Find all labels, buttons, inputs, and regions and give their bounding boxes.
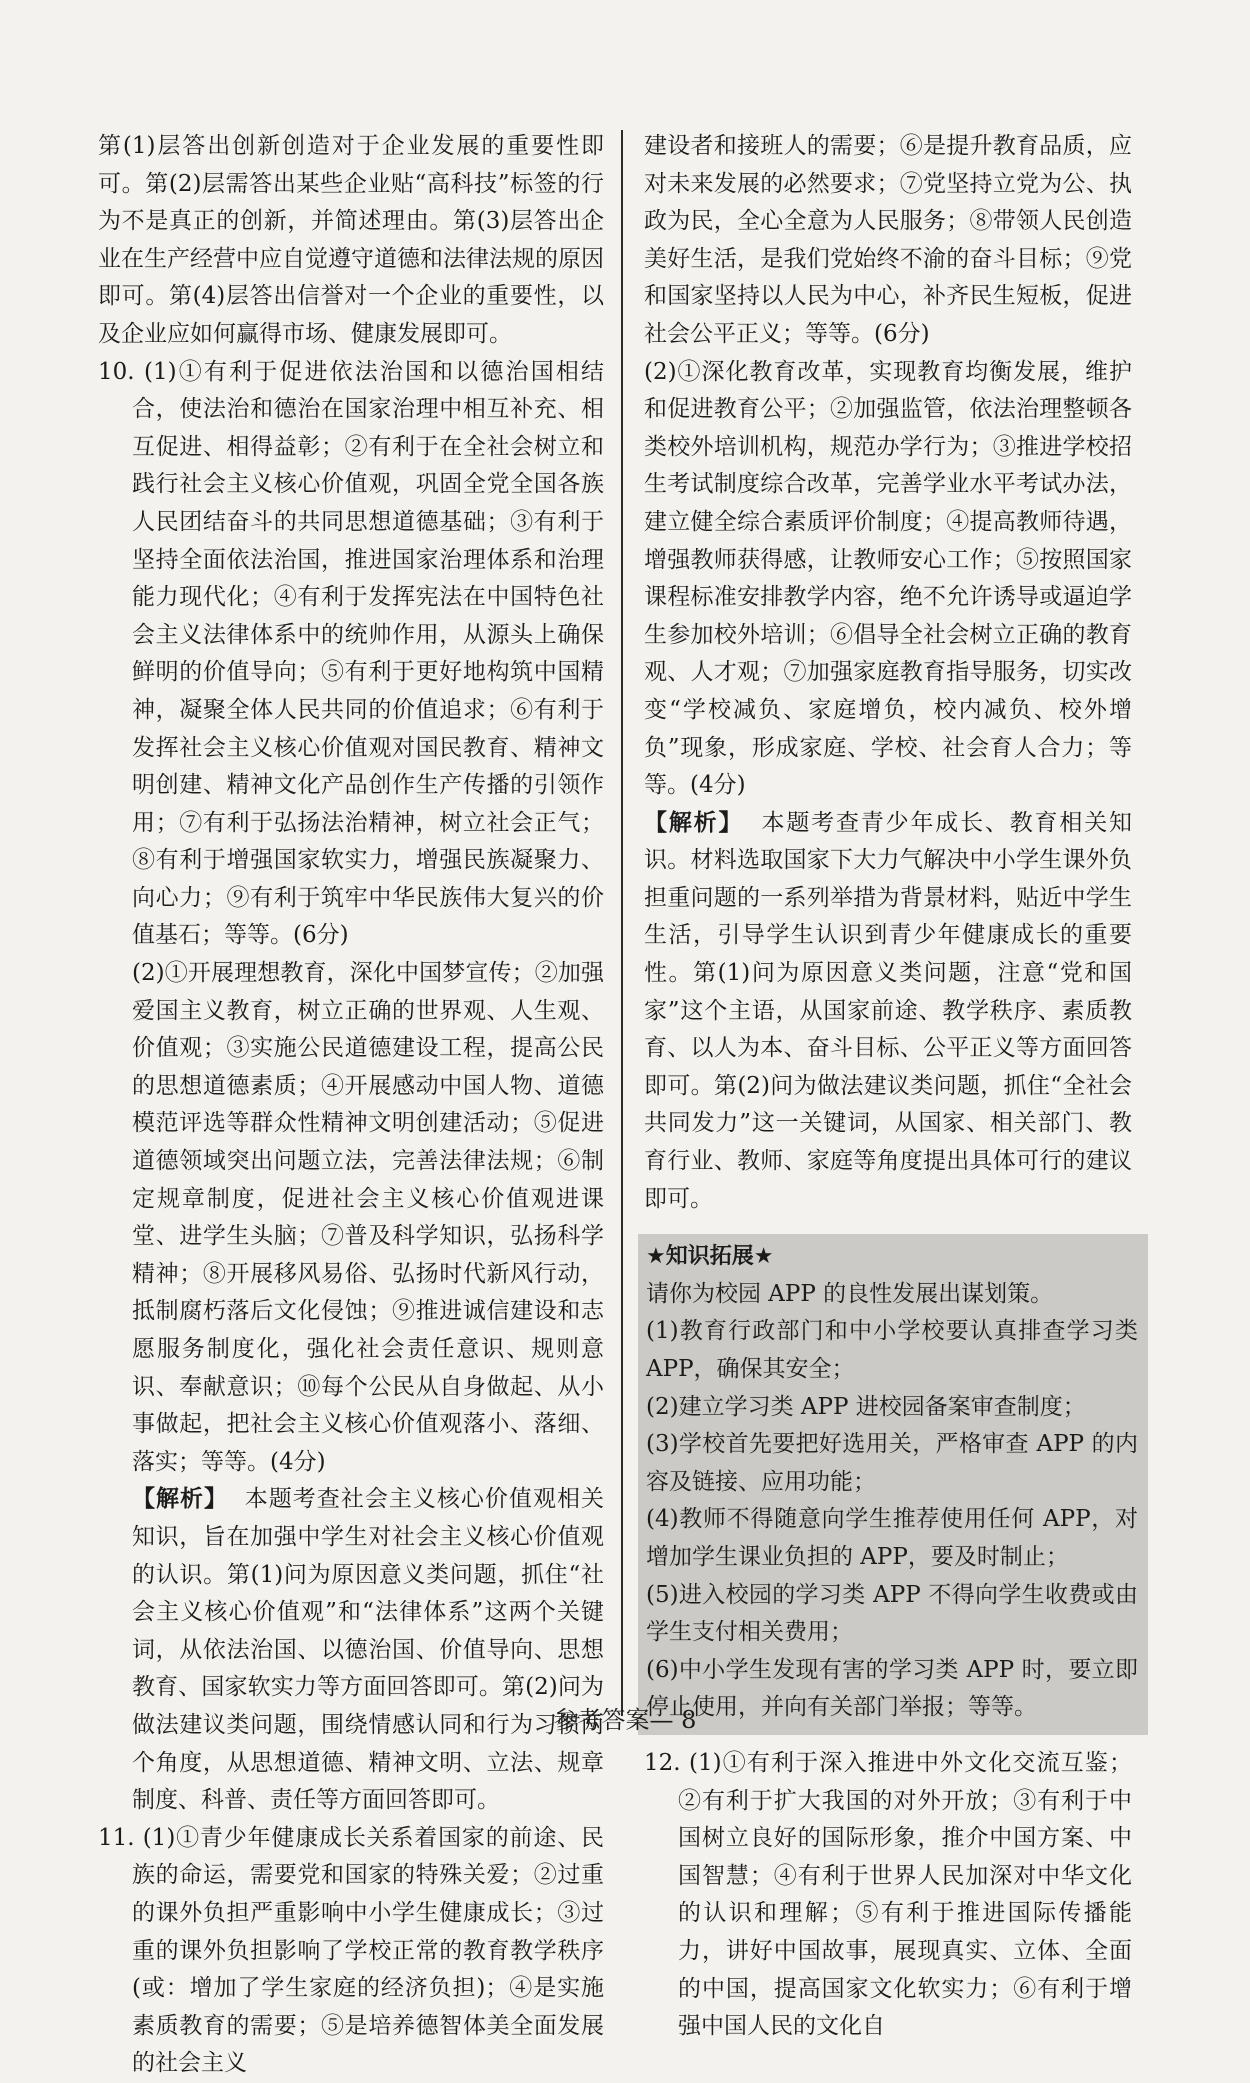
knowledge-extension-title: ★知识拓展★ [646,1244,774,1270]
left-column [98,128,604,2083]
q11-part1-continued: 建设者和接班人的需要；⑥是提升教育品质，应对未来发展的必然要求；⑦党坚持立党为公、执政为民，全心全意为人民服务；⑧带领人民创造美好生活，是我们党始终不渝的奋斗目标；⑨党和国家坚持以人民为中心，补齐民生短板，促进社会公平正义；等等。(6分) [644,133,1132,347]
list-item: (3)学校首先要把好选用关，严格审查 APP 的内容及链接、应用功能； [646,1431,1138,1495]
q11-part1-answer: 11. (1)①青少年健康成长关系着国家的前途、民族的命运，需要党和国家的特殊关爱；②过重的课外负担严重影响中小学生健康成长；③过重的课外负担影响了学校正常的教育教学秩序(或：增加了学生家庭的经济负担)；④是实施素质教育的需要；⑤是培养德智体美全面发展的社会主义 [98,1824,604,2077]
q11-analysis [644,805,1132,1219]
q11-analysis-text: 本题考查青少年成长、教育相关知识。材料选取国家下大力气解决中小学生课外负担重问题的一系列举措为背景材料，贴近中学生生活，引导学生认识到青少年健康成长的重要性。第(1)问为原因意义类问题，注意“党和国家”这个主语，从国家前途、教学秩序、素质教育、以人为本、奋斗目标、公平正义等方面回答即可。第(2)问为做法建议类问题，抓住“全社会共同发力”这一关键词，从国家、相关部门、教育行业、教师、家庭等角度提出具体可行的建议即可。 [644,809,1133,1212]
list-item: (5)进入校园的学习类 APP 不得向学生收费或由学生支付相关费用； [646,1581,1138,1646]
q12-part1-answer: 12. (1)①有利于深入推进中外文化交流互鉴；②有利于扩大我国的对外开放；③有利于中国树立良好的国际形象，推介中国方案、中国智慧；④有利于世界人民加深对中华文化的认识和理解；⑤有利于推进国际传播能力，讲好中国故事，展现真实、立体、全面的中国，提高国家文化软实力；⑥有利于增强中国人民的文化自 [644,1749,1132,2040]
right-column [644,128,1138,2046]
list-item: (1)教育行政部门和中小学校要认真排查学习类 APP，确保其安全； [646,1318,1138,1382]
q10-part2-answer: (2)①开展理想教育，深化中国梦宣传；②加强爱国主义教育，树立正确的世界观、人生观、价值观；③实施公民道德建设工程，提高公民的思想道德素质；④开展感动中国人物、道德模范评选等群众性精神文明创建活动；⑤促进道德领域突出问题立法，完善法律法规；⑥制定规章制度，促进社会主义核心价值观进课堂、进学生头脑；⑦普及科学知识，弘扬科学精神；⑧开展移风易俗、弘扬时代新风行动，抵制腐朽落后文化侵蚀；⑨推进诚信建设和志愿服务制度化，强化社会责任意识、规则意识、奉献意识；⑩每个公民从自身做起、从小事做起，把社会主义核心价值观落小、落细、落实；等等。(4分) [132,960,604,1475]
analysis-label: 【解析】 [644,809,744,836]
q9-explanation-continued: 第(1)层答出创新创造对于企业发展的重要性即可。第(2)层需答出某些企业贴“高科技”标签的行为不是真正的创新，并简述理由。第(3)层答出企业在生产经营中应自觉遵守道德和法律法规的原因即可。第(4)层答出信誉对一个企业的重要性，以及企业应如何赢得市场、健康发展即可。 [98,133,604,347]
q10-analysis [98,1481,604,1819]
q11-part2-answer: (2)①深化教育改革，实现教育均衡发展，维护和促进教育公平；②加强监管，依法治理整顿各类校外培训机构，规范办学行为；③推进学校招生考试制度综合改革，完善学业水平考试办法，建立健全综合素质评价制度；④提高教师待遇，增强教师获得感，让教师安心工作；⑤按照国家课程标准安排教学内容，绝不允许诱导或逼迫学生参加校外培训；⑥倡导全社会树立正确的教育观、人才观；⑦加强家庭教育指导服务，切实改变“学校减负、家庭增负，校内减负、校外增负”现象，形成家庭、学校、社会育人合力；等等。(4分) [644,358,1132,799]
q10-part1-answer: 10. (1)①有利于促进依法治国和以德治国相结合，使法治和德治在国家治理中相互补充、相互促进、相得益彰；②有利于在全社会树立和践行社会主义核心价值观，巩固全党全国各族人民团结奋斗的共同思想道德基础；③有利于坚持全面依法治国，推进国家治理体系和治理能力现代化；④有利于发挥宪法在中国特色社会主义法律体系中的统帅作用，从源头上确保鲜明的价值导向；⑤有利于更好地构筑中国精神，凝聚全体人民共同的价值追求；⑥有利于发挥社会主义核心价值观对国民教育、精神文明创建、精神文化产品创作生产传播的引领作用；⑦有利于弘扬法治精神，树立社会正气；⑧有利于增强国家软实力，增强民族凝聚力、向心力；⑨有利于筑牢中华民族伟大复兴的价值基石；等等。(6分) [98,358,604,949]
analysis-label: 【解析】 [132,1486,229,1513]
column-divider [621,130,623,1716]
knowledge-extension-intro: 请你为校园 APP 的良性发展出谋划策。 [646,1280,1054,1307]
knowledge-extension-box [638,1234,1148,1735]
list-item: (6)中小学生发现有害的学习类 APP 时，要立即停止使用，并向有关部门举报；等等。 [646,1656,1138,1721]
list-item: (2)建立学习类 APP 进校园备案审查制度； [646,1393,1086,1420]
q10-analysis-text: 本题考查社会主义核心价值观相关知识，旨在加强中学生对社会主义核心价值观的认识。第(1)问为原因意义类问题，抓住“社会主义核心价值观”和“法律体系”这两个关键词，从依法治国、以德治国、价值导向、思想教育、国家软实力等方面回答即可。第(2)问为做法建议类问题，围绕情感认同和行为习惯两个角度，从思想道德、精神文明、立法、规章制度、科普、责任等方面回答即可。 [132,1486,605,1814]
list-item: (4)教师不得随意向学生推荐使用任何 APP，对增加学生课业负担的 APP，要及时制止； [646,1506,1138,1570]
page-footer: 参考答案— 8 [553,1706,697,1734]
